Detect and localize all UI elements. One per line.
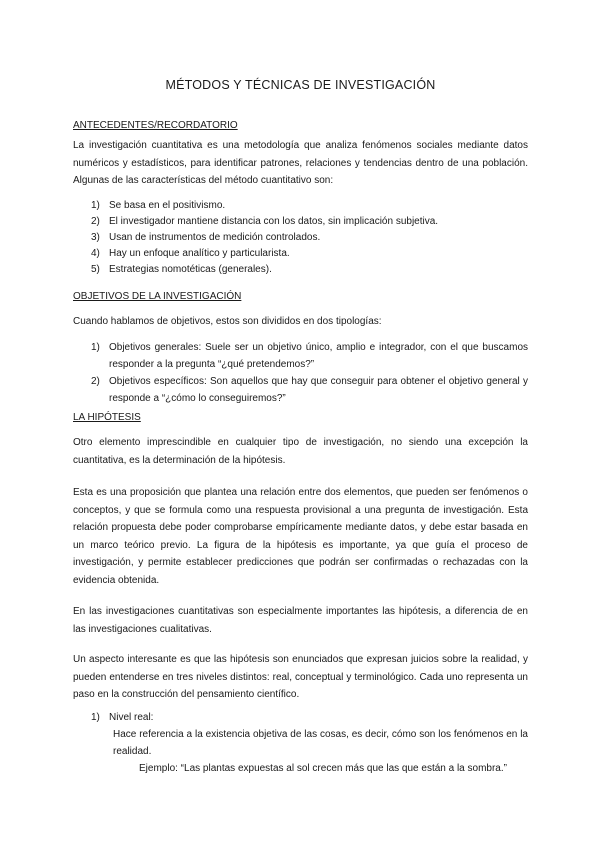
hipotesis-p2: Esta es una proposición que plantea una relación entre dos elementos, que pueden ser fenómenos o conceptos, y que se formula como una respuesta provisional a una pregunta de investigación. Esta relación propuesta debe poder comprobarse empíricamente mediante datos, y debe estar basada en un marco teórico previo. La figura de la hipótesis es importante, ya que guía el proceso de investigación, y permite establecer predicciones que podrán ser confirmadas o rechazadas con la evidencia obtenida. [73,487,528,586]
document-title: MÉTODOS Y TÉCNICAS DE INVESTIGACIÓN [165,78,436,92]
hipotesis-p1: Otro elemento imprescindible en cualquier tipo de investigación, no siendo una excepción la cuantitativa, es la determinación de la hipótesis. [73,437,528,466]
nivel-desc: Hace referencia a la existencia objetiva de las cosas, es decir, cómo son los fenómenos en la realidad. [113,729,528,757]
nivel-example: Ejemplo: “Las plantas expuestas al sol crecen más que las que están a la sombra.” [139,763,507,774]
list-item: 1) Nivel real: Hace referencia a la existencia objetiva de las cosas, es decir, cómo son los fenómenos en la realidad. Ejemplo: “Las plantas expuestas al sol crecen más que las que están a la sombra.” [91,710,528,777]
list-item: 2) El investigador mantiene distancia con los datos, sin implicación subjetiva. [91,216,439,227]
list-item: 4) Hay un enfoque analítico y particularista. [91,248,290,259]
heading-objetivos: OBJETIVOS DE LA INVESTIGACIÓN [73,291,242,302]
list-item: 2) Objetivos específicos: Son aquellos que hay que conseguir para obtener el objetivo general y responde a “¿cómo lo conseguiremos?” [91,376,528,404]
heading-hipotesis: LA HIPÓTESIS [73,412,141,423]
list-item: 3) Usan de instrumentos de medición controlados. [91,232,321,243]
list-item: 5) Estrategias nomotéticas (generales). [91,264,272,275]
objetivos-intro: Cuando hablamos de objetivos, estos son divididos en dos tipologías: [73,316,382,327]
caracteristicas-list [91,198,528,278]
hipotesis-p4: Un aspecto interesante es que las hipótesis son enunciados que expresan juicios sobre la realidad, y pueden entenderse en tres niveles distintos: real, conceptual y terminológico. Cada uno representa un paso en la construcción del pensamiento científico. [73,654,528,700]
hipotesis-p3: En las investigaciones cuantitativas son especialmente importantes las hipótesis, a diferencia de en las investigaciones cualitativas. [73,606,528,635]
antecedentes-intro: La investigación cuantitativa es una metodología que analiza fenómenos sociales mediante datos numéricos y estadísticos, para identificar patrones, relaciones y tendencias dentro de una población. Algunas de las características del método cuantitativo son: [73,140,528,186]
heading-antecedentes: ANTECEDENTES/RECORDATORIO [73,120,238,131]
nivel-label: Nivel real: [109,712,154,723]
objetivos-list [91,339,528,407]
list-item: 1) Se basa en el positivismo. [91,200,226,211]
niveles-list [91,710,528,777]
list-item: 1) Objetivos generales: Suele ser un objetivo único, amplio e integrador, con el que buscamos responder a la pregunta “¿qué pretendemos?” [91,342,528,370]
